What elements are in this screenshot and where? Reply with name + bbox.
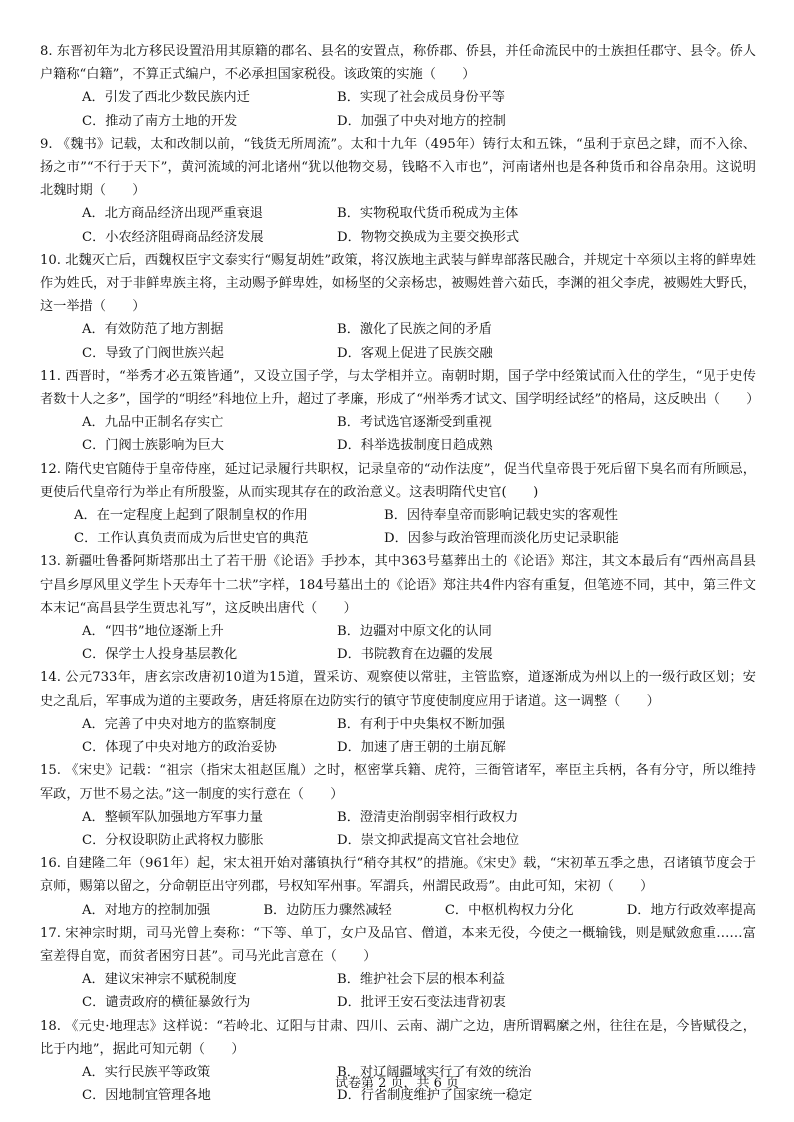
option-a: A．整顿军队加强地方军事力量	[82, 809, 263, 825]
question-stem: 13. 新疆吐鲁番阿斯塔那出土了若干册《论语》手抄本，其中363号墓葬出土的《论语》郑注，其文本最后有“西州高昌县宁昌乡厚风里义学生卜天寿年十二状”字样，184号墓出土的《论语》郑注共4件内容有重复，但笔迹不同，其中，第三件文本末记“高昌县学生贾忠礼写”，这反映出唐代（ ）	[40, 554, 756, 616]
question-9	[40, 133, 756, 249]
option-list	[40, 86, 756, 132]
question-15	[40, 759, 756, 852]
option-a: A．对地方的控制加强	[82, 902, 211, 918]
option-c: C．谴责政府的横征暴敛行为	[82, 995, 251, 1011]
option-b: B．实物税取代货币税成为主体	[337, 206, 519, 222]
question-stem: 15. 《宋史》记载：“祖宗（指宋太祖赵匡胤）之时，枢密掌兵籍、虎符，三衙管诸军，率臣主兵柄，各有分守，所以维持军政，万世不易之法。”这一制度的实行意在（ ）	[40, 763, 756, 802]
option-b: B．实现了社会成员身份平等	[337, 90, 505, 106]
option-list	[40, 318, 756, 364]
option-list	[40, 968, 756, 1014]
option-d: D．地方行政效率提高	[626, 902, 756, 918]
question-stem: 10. 北魏灭亡后，西魏权臣宇文泰实行“赐复胡姓”政策，将汉族地主武装与鲜卑部落民融合，并规定十卒须以主将的鲜卑姓作为姓氏，对于非鲜卑族主将，主动赐予鲜卑姓，如杨坚的父亲杨忠，被赐姓普六茹氏，李渊的祖父李虎，被赐姓大野氏，这一举措（ ）	[40, 252, 756, 315]
option-list	[40, 411, 756, 457]
option-c: C．中枢机构权力分化	[444, 902, 574, 918]
question-stem: 12. 隋代史官随侍于皇帝侍座，延过记录履行共职权，记录皇帝的“动作法度”，促当代皇帝畏于死后留下臭名而有所顾忌，更使后代皇帝行为举止有所殷鉴，从而实现其存在的政治意义。这表明隋代史官( )	[40, 461, 756, 500]
option-d: D．客观上促进了民族交融	[337, 345, 493, 361]
option-a: A．有效防范了地方割据	[82, 322, 224, 338]
question-11	[40, 365, 760, 458]
option-b: B．有利于中央集权不断加强	[337, 716, 505, 732]
option-c: C．体现了中央对地方的政治妥协	[82, 740, 277, 756]
question-17	[40, 922, 756, 1015]
option-d: D．书院教育在边疆的发展	[337, 647, 493, 663]
option-a: A．建议宋神宗不赋税制度	[82, 972, 237, 988]
option-b: B．澄清吏治削弱宰相行政权力	[337, 809, 519, 825]
option-a: A．北方商品经济出现严重衰退	[82, 206, 263, 222]
question-stem: 14. 公元733年，唐玄宗改唐初10道为15道，置采访、观察使以常驻，主管监察，道逐渐成为州以上的一级行政区划；安史之乱后，军事成为道的主要政务，唐廷将原在边防实行的镇守节度使制度应用于诸道。这一调整（ ）	[40, 670, 756, 709]
option-c: C．保学士人投身基层教化	[82, 647, 238, 663]
question-8	[40, 40, 756, 133]
question-stem: 17. 宋神宗时期，司马光曾上奏称：“下等、单丁，女户及品官、僧道，本来无役，今使之一概输钱，则是赋敛愈重……富室差得自宽，而贫者困穷日甚”。司马光此言意在（ ）	[40, 925, 756, 964]
question-list	[40, 40, 760, 1107]
option-d: D．崇文抑武提高文官社会地位	[337, 832, 520, 848]
page-footer: 试卷第 2 页，共 6 页	[334, 1076, 460, 1091]
option-c: C．导致了门阀世族兴起	[82, 345, 224, 361]
option-b: B．边防压力骤然减轻	[263, 902, 392, 918]
option-b: B．维护社会下层的根本利益	[337, 972, 505, 988]
option-a: A．完善了中央对地方的监察制度	[82, 716, 277, 732]
option-d: D．物物交换成为主要交换形式	[337, 229, 520, 245]
question-13	[40, 550, 756, 666]
option-b: B．激化了民族之间的矛盾	[337, 322, 492, 338]
question-stem: 16. 自建隆二年（961年）起，宋太祖开始对藩镇执行“稍夺其权”的措施。《宋史》载，“宋初革五季之患，召诸镇节度会于京师，赐第以留之，分命朝臣出守列郡，号权知军州事。军謂兵，州謂民政焉”。由此可知，宋初（ ）	[40, 856, 756, 895]
option-c: C．小农经济阻碍商品经济发展	[82, 229, 264, 245]
option-c: C．工作认真负责而成为后世史官的典范	[74, 531, 309, 547]
option-d: D．行省制度维护了国家统一稳定	[337, 1088, 533, 1104]
option-list	[40, 504, 756, 550]
option-d: D．加速了唐王朝的土崩瓦解	[337, 740, 506, 756]
option-c: C．推动了南方土地的开发	[82, 113, 238, 129]
option-list	[40, 806, 756, 852]
option-d: D．批评王安石变法违背初衷	[337, 995, 506, 1011]
question-stem: 9. 《魏书》记载，太和改制以前，“钱货无所周流”。太和十九年（495年）铸行太和五铢，“虽利于京邑之肆，而不入徐、扬之市”“不行于天下”，黄河流域的河北诸州“犹以他物交易，钱略不入市也”，河南诸州也是各种货币和谷帛杂用。这说明北魏时期（ ）	[40, 136, 756, 199]
option-a: A．引发了西北少数民族内迁	[82, 90, 250, 106]
option-c: C．分权设职防止武将权力膨胀	[82, 832, 264, 848]
question-16	[40, 852, 756, 922]
option-b: B．对辽阔疆域实行了有效的统治	[337, 1064, 532, 1080]
question-stem: 11. 西晋时，“举秀才必五策皆通”，又设立国子学，与太学相并立。南朝时期，国子学中经策试而入仕的学生，“见于史传者数十人之多”，国学的“明经”科地位上升，超过了孝廉，形成了“州举秀才试文、国学明经试经”的格局，这反映出（ ）	[40, 368, 760, 408]
option-a: A．在一定程度上起到了限制皇权的作用	[74, 508, 308, 524]
question-12	[40, 458, 756, 551]
question-18	[40, 1015, 756, 1108]
option-d: D．加强了中央对地方的控制	[337, 113, 506, 129]
option-list	[40, 899, 756, 922]
question-10	[40, 249, 756, 365]
option-b: B．边疆对中原文化的认同	[337, 624, 492, 640]
option-list	[40, 713, 756, 759]
option-b: B．考试选官逐渐受到重视	[337, 415, 492, 431]
option-list	[40, 202, 756, 248]
question-14	[40, 666, 756, 759]
option-a: A．实行民族平等政策	[82, 1064, 211, 1080]
option-a: A．“四书”地位逐渐上升	[82, 624, 224, 640]
option-b: B．因待奉皇帝而影响记载史实的客观性	[384, 508, 618, 524]
option-list	[40, 620, 756, 666]
option-d: D．科举选拔制度日趋成熟	[337, 438, 493, 454]
question-stem: 8. 东晋初年为北方移民设置沿用其原籍的郡名、县名的安置点，称侨郡、侨县，并任命流民中的士族担任郡守、县令。侨人户籍称“白籍”，不算正式编户，不必承担国家税役。该政策的实施（ ）	[40, 44, 756, 83]
option-c: C．门阀士族影响为巨大	[82, 438, 224, 454]
option-a: A．九品中正制名存实亡	[82, 415, 224, 431]
option-d: D．因参与政治管理而淡化历史记录职能	[384, 531, 619, 547]
option-c: C．因地制宜管理各地	[82, 1088, 211, 1104]
question-stem: 18. 《元史·地理志》这样说：“若岭北、辽阳与甘肃、四川、云南、湖广之边，唐所谓羁縻之州，往往在是，今皆赋役之，比于内地”，据此可知元朝（ ）	[40, 1018, 756, 1057]
